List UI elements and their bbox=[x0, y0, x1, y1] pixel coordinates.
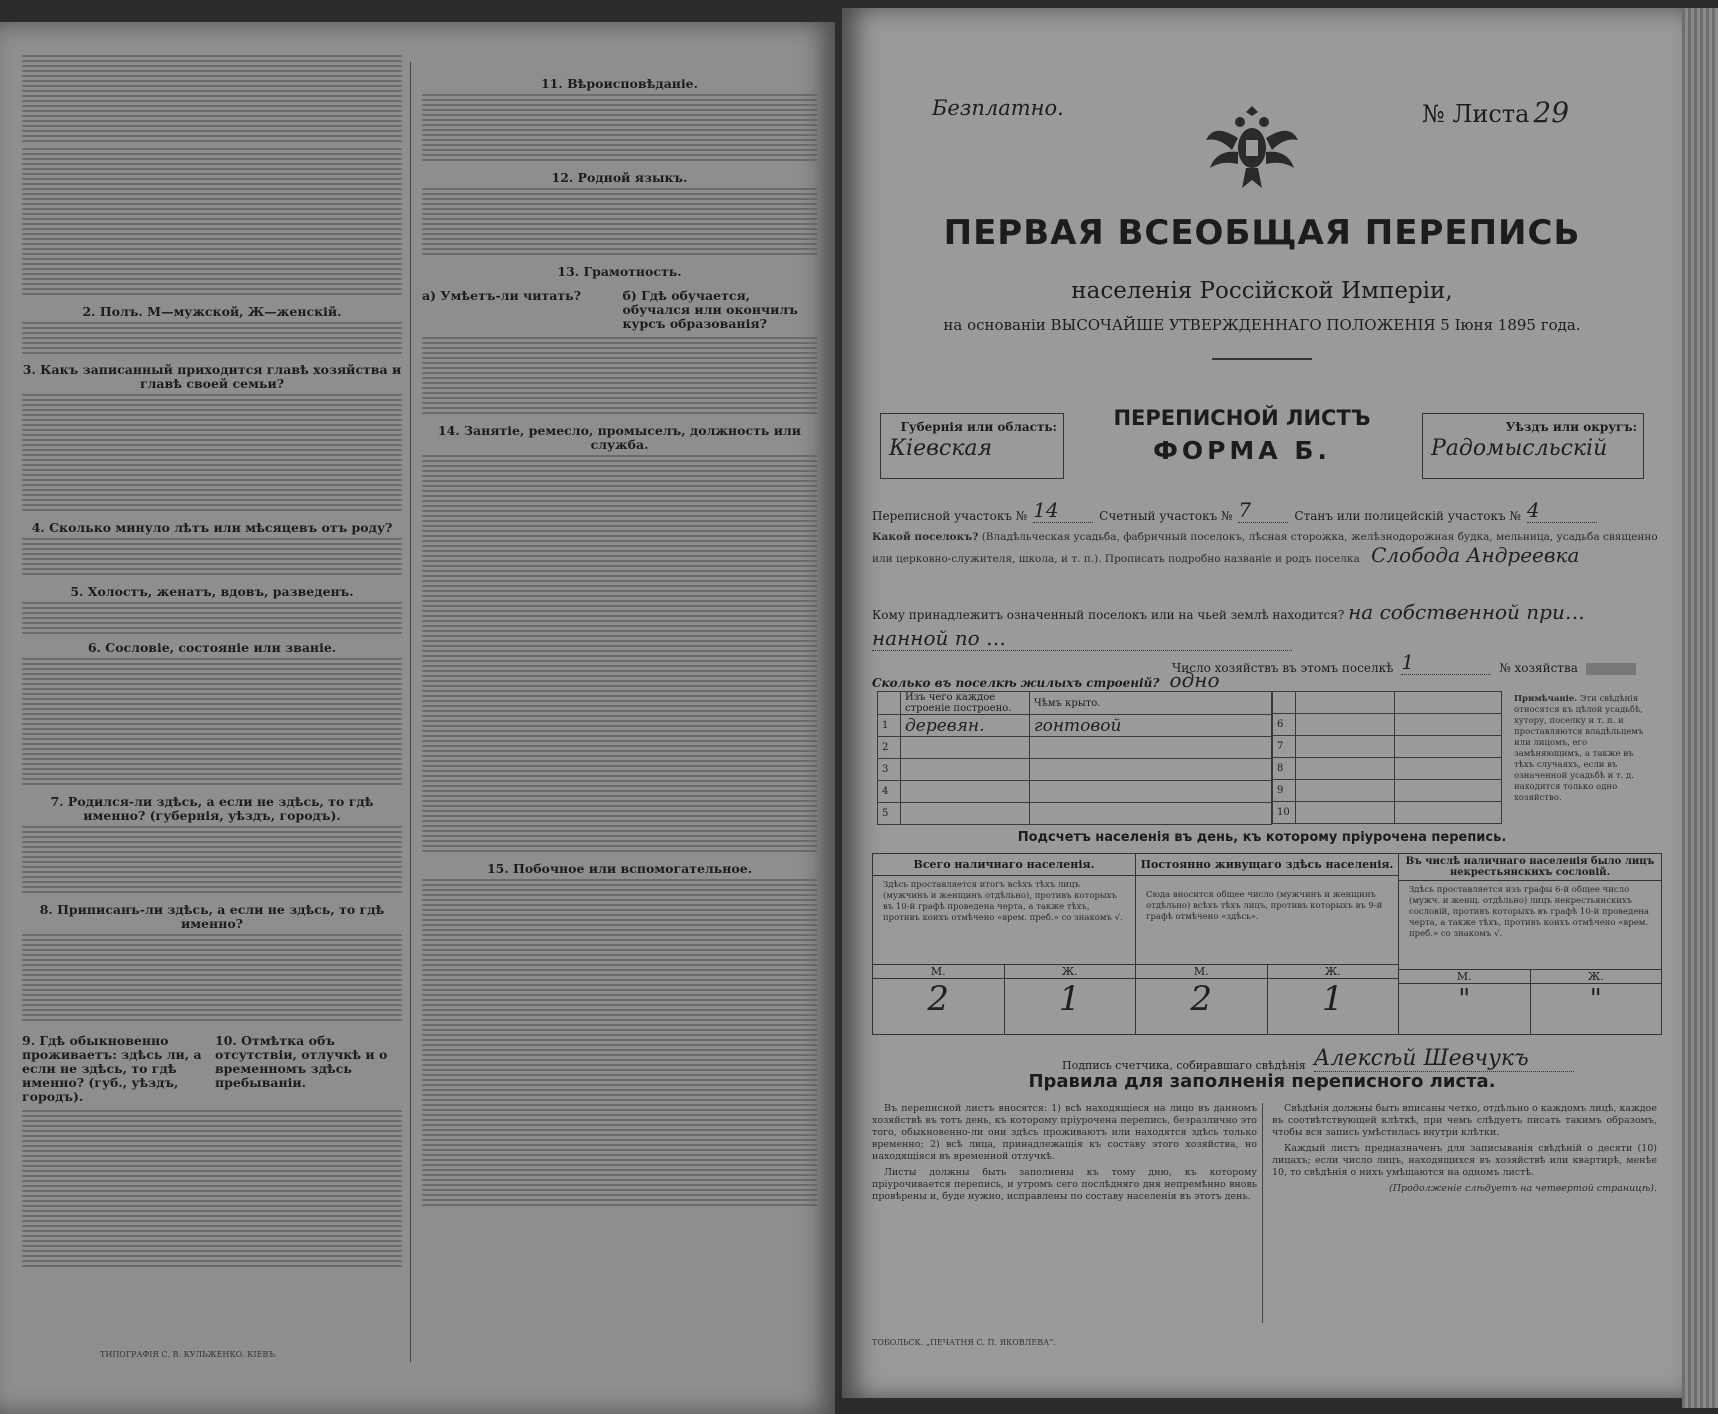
count-col-nonpeasant-text: Здѣсь проставляется изъ графы 6-й общее число (мужч. и женщ. отдѣльно) лицъ некрестьянскихъ сословій, противъ которыхъ въ графѣ 10-й проведена черта, а также тѣхъ, противъ коихъ отмѣчено «врем. преб.» со знакомъ √. bbox=[1409, 885, 1650, 939]
note-title: Примѣчаніе. bbox=[1514, 694, 1578, 704]
owner-block bbox=[872, 600, 1662, 651]
household-no-label: № хозяйства bbox=[1499, 661, 1578, 675]
households-label: Число хозяйствъ въ этомъ поселкѣ bbox=[1172, 661, 1394, 675]
uezd-label: Уѣздъ или округъ: bbox=[1505, 420, 1637, 434]
zh-label: Ж. bbox=[1587, 970, 1604, 983]
form-type: ФОРМА Б. bbox=[1153, 436, 1331, 465]
signature-line bbox=[1062, 1046, 1574, 1072]
poselok-value: Слобода Андреевка bbox=[1371, 543, 1580, 567]
counts-title: Подсчетъ населенія въ день, къ которому пріурочена перепись. bbox=[1017, 830, 1507, 845]
left-page-instructions bbox=[0, 22, 835, 1414]
rules-divider bbox=[1262, 1103, 1263, 1323]
stan-label: Станъ или полицейскій участокъ № bbox=[1294, 509, 1521, 523]
section-9-heading: 9. Гдѣ обыкновенно проживаетъ: здѣсь ли, а если не здѣсь, то гдѣ именно? (губ., уѣздъ, городъ). bbox=[22, 1033, 202, 1104]
buildings-table-left: Изъ чего каждое строеніе построено. Чѣмъ крыто. 1 деревян. гонтовой 2 3 4 5 bbox=[877, 691, 1272, 825]
rules-left-column bbox=[872, 1103, 1257, 1203]
perepisnoy-label: Переписной участокъ № bbox=[872, 509, 1028, 523]
buildings-table-right: 6 7 8 9 10 bbox=[1272, 691, 1502, 824]
rules-right-p1: Свѣдѣнія должны быть вписаны четко, отдѣльно о каждомъ лицѣ, каждое въ соотвѣтствующей клѣткѣ, при чемъ слѣдуетъ писать такимъ образомъ, чтобы вся запись умѣстилась внутри клѣтки. bbox=[1272, 1103, 1657, 1138]
owner-value: на собственной при… bbox=[1348, 600, 1585, 624]
column-divider bbox=[410, 62, 411, 1362]
m-label: М. bbox=[873, 965, 1005, 978]
page-stack-edge bbox=[1682, 8, 1718, 1408]
count-col-nonpeasant bbox=[1399, 854, 1661, 1034]
poselok-hint: (Владѣльческая усадьба, фабричный поселокъ, лѣсная сторожка, желѣзнодорожная будка, мельница, усадьба священно или церковно-служителя, школа, и т. п.). Прописать подробно названіе и родъ поселка bbox=[872, 531, 1658, 565]
present-female-value: 1 bbox=[1058, 979, 1081, 1019]
section-12-heading: 12. Родной языкъ. bbox=[551, 170, 688, 185]
section-2-heading: 2. Полъ. М—мужской, Ж—женскій. bbox=[82, 304, 342, 319]
count-col-present-head: Всего наличнаго населенія. bbox=[873, 854, 1135, 876]
divider bbox=[1212, 358, 1312, 360]
rules-title: Правила для заполненія переписного листа. bbox=[1028, 1071, 1496, 1092]
double-headed-eagle-icon bbox=[1202, 98, 1302, 193]
owner-value-line2: нанной по … bbox=[872, 626, 1292, 651]
nonpeasant-male-value: " bbox=[1399, 984, 1531, 1034]
m-label: М. bbox=[1399, 970, 1531, 983]
section-13-heading: 13. Грамотность. bbox=[557, 264, 682, 279]
section-13a-heading: а) Умѣетъ-ли читать? bbox=[422, 288, 581, 303]
right-print-footer: ТОБОЛЬСК. „ПЕЧАТНЯ С. П. ЯКОВЛЕВА“. bbox=[872, 1338, 1056, 1347]
section-15-heading: 15. Побочное или вспомогательное. bbox=[486, 861, 753, 876]
section-11-heading: 11. Вѣроисповѣданіе. bbox=[540, 76, 698, 91]
rules-right-column bbox=[1272, 1103, 1657, 1195]
sheet-number-label: № Листа bbox=[1422, 100, 1530, 128]
buildings-value: одно bbox=[1169, 668, 1220, 692]
present-male-value: 2 bbox=[873, 979, 1005, 1034]
note-block bbox=[1514, 694, 1654, 804]
section-10-heading: 10. Отмѣтка объ отсутствіи, отлучкѣ и о временномъ здѣсь пребываніи. bbox=[215, 1033, 388, 1090]
section-7-heading: 7. Родился-ли здѣсь, а если не здѣсь, то гдѣ именно? (губернія, уѣздъ, городъ). bbox=[50, 794, 374, 823]
sheet-number-value: 29 bbox=[1533, 96, 1570, 129]
guberniya-value: Кіевская bbox=[889, 436, 993, 461]
households-value: 1 bbox=[1401, 650, 1491, 675]
guberniya-box bbox=[880, 413, 1064, 479]
stan-value: 4 bbox=[1527, 498, 1597, 523]
sheet-number bbox=[1422, 96, 1569, 129]
instructions-column-1 bbox=[22, 52, 402, 1273]
population-counts-table bbox=[872, 853, 1662, 1035]
count-col-present-text: Здѣсь проставляется итогъ всѣхъ тѣхъ лицъ (мужчинъ и женщинъ отдѣльно), противъ которыхъ въ 10-й графѣ проведена черта, а также тѣхъ, противъ коихъ отмѣчено «врем. преб.» со знакомъ √. bbox=[883, 880, 1123, 923]
section-3-heading: 3. Какъ записанный приходится главѣ хозяйства и главѣ своей семьи? bbox=[22, 362, 402, 391]
permanent-male-value: 2 bbox=[1136, 979, 1268, 1034]
households-line bbox=[1172, 650, 1662, 675]
owner-label: Кому принадлежитъ означенный поселокъ или на чьей землѣ находится? bbox=[872, 608, 1345, 622]
census-subtitle: населенія Россійской Имперіи, bbox=[1071, 278, 1453, 304]
section-14-heading: 14. Занятіе, ремесло, промыселъ, должность или служба. bbox=[437, 423, 802, 452]
rules-left-p1: Въ переписной листъ вносятся: 1) всѣ находящіеся на лицо въ данномъ хозяйствѣ въ тотъ день, къ которому пріурочена перепись, безразлично это того, обыкновенно-ли они здѣсь проживаютъ или находятся здѣсь только временно; 2) всѣ лица, принадлежащія къ составу этого хозяйства, но находящіяся въ временной отлучкѣ. bbox=[872, 1103, 1257, 1162]
permanent-female-value: 1 bbox=[1321, 979, 1344, 1019]
buildings-label: Сколько въ поселкѣ жилыхъ строеній? bbox=[872, 676, 1160, 690]
left-print-footer: ТИПОГРАФІЯ С. В. КУЛЬЖЕНКО. КІЕВЪ. bbox=[100, 1350, 278, 1359]
count-col-permanent-text: Сюда вносится общее число (мужчинъ и женщинъ отдѣльно) всѣхъ тѣхъ лицъ, противъ которыхъ въ 9-й графѣ отмѣчено «здѣсь». bbox=[1146, 890, 1383, 922]
nonpeasant-female-value: " bbox=[1589, 984, 1602, 1014]
section-4-heading: 4. Сколько минуло лѣтъ или мѣсяцевъ отъ роду? bbox=[31, 520, 393, 535]
count-col-permanent-head: Постоянно живущаго здѣсь населенія. bbox=[1136, 854, 1398, 876]
signature-value: Алексѣй Шевчукъ bbox=[1314, 1046, 1574, 1072]
signature-label: Подпись счетчика, собиравшаго свѣдѣнія bbox=[1062, 1059, 1306, 1072]
household-no-redacted bbox=[1586, 663, 1636, 675]
form-title: ПЕРЕПИСНОЙ ЛИСТЪ bbox=[1113, 406, 1371, 430]
row1-roof: гонтовой bbox=[1030, 715, 1272, 737]
settlement-block bbox=[872, 528, 1662, 568]
section-6-heading: 6. Сословіе, состояніе или званіе. bbox=[87, 640, 337, 655]
census-basis: на основаніи ВЫСОЧАЙШЕ УТВЕРЖДЕННАГО ПОЛОЖЕНІЯ 5 Іюня 1895 года. bbox=[943, 316, 1581, 334]
right-page-census-form bbox=[842, 8, 1682, 1398]
section-8-heading: 8. Приписанъ-ли здѣсь, а если не здѣсь, то гдѣ именно? bbox=[39, 902, 385, 931]
roof-header: Чѣмъ крыто. bbox=[1030, 692, 1272, 715]
buildings-line bbox=[872, 668, 1219, 692]
zh-label: Ж. bbox=[1324, 965, 1341, 978]
row1-material: деревян. bbox=[901, 715, 1030, 737]
material-header: Изъ чего каждое строеніе построено. bbox=[901, 692, 1030, 715]
instructions-column-2 bbox=[422, 70, 817, 1212]
rules-left-p2: Листы должны быть заполнены къ тому дню, къ которому пріурочивается перепись, и утромъ сего послѣдняго дня непремѣнно вновь провѣрены и, буде нужно, исправлены по составу населенія въ этотъ день. bbox=[872, 1167, 1257, 1202]
guberniya-label: Губернія или область: bbox=[900, 420, 1057, 434]
rules-right-p2: Каждый листъ предназначенъ для записыванія свѣдѣній о десяти (10) лицахъ; если число лицъ, находящихся въ хозяйствѣ или квартирѣ, менѣе 10, то свѣдѣнія о нихъ умѣщаются на одномъ листѣ. bbox=[1272, 1143, 1657, 1178]
section-13b-heading: б) Гдѣ обучается, обучался или окончилъ курсъ образованія? bbox=[622, 288, 798, 331]
uezd-box bbox=[1422, 413, 1644, 479]
section-5-heading: 5. Холостъ, женатъ, вдовъ, разведенъ. bbox=[70, 584, 354, 599]
schetny-label: Счетный участокъ № bbox=[1099, 509, 1233, 523]
m-label: М. bbox=[1136, 965, 1268, 978]
count-col-present bbox=[873, 854, 1136, 1034]
free-label: Безплатно. bbox=[932, 96, 1064, 120]
zh-label: Ж. bbox=[1061, 965, 1078, 978]
rules-continuation: (Продолженіе слѣдуетъ на четвертой страницѣ). bbox=[1389, 1183, 1657, 1194]
district-line bbox=[872, 498, 1662, 523]
uezd-value: Радомысльскій bbox=[1431, 436, 1608, 461]
count-col-permanent bbox=[1136, 854, 1399, 1034]
poselok-label: Какой поселокъ? bbox=[872, 531, 979, 543]
schetny-value: 7 bbox=[1238, 498, 1288, 523]
count-col-nonpeasant-head: Въ числѣ наличнаго населенія было лицъ некрестьянскихъ сословій. bbox=[1399, 854, 1661, 881]
census-title: ПЕРВАЯ ВСЕОБЩАЯ ПЕРЕПИСЬ bbox=[943, 213, 1581, 253]
form-heading bbox=[1072, 406, 1412, 465]
perepisnoy-value: 14 bbox=[1033, 498, 1093, 523]
note-text: Эти свѣдѣнія относятся къ цѣлой усадьбѣ, хутору, поселку и т. п. и проставляются владѣльцемъ или лицомъ, его замѣняющимъ, а также въ тѣхъ случаяхъ, если въ означенной усадьбѣ и т. д. находится только одно хозяйство. bbox=[1514, 694, 1644, 803]
